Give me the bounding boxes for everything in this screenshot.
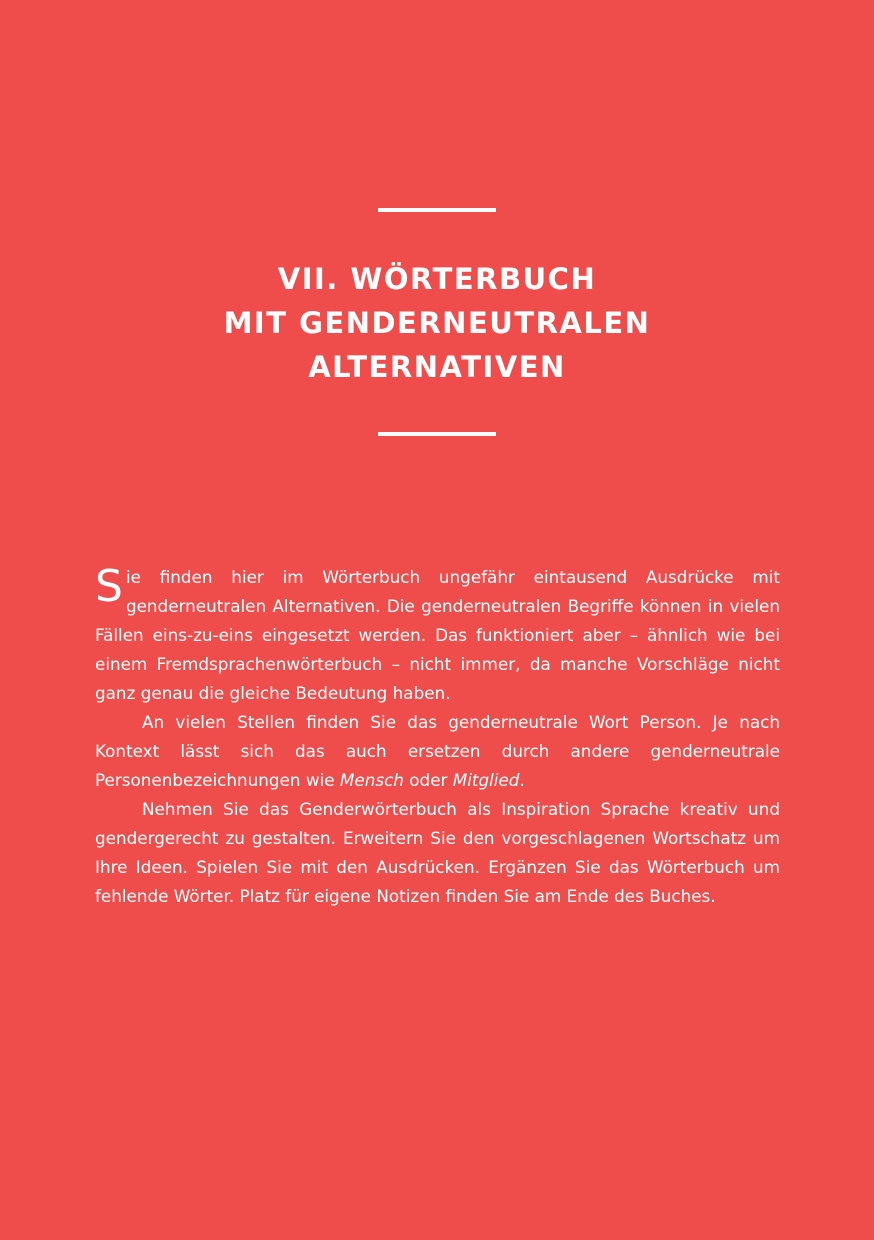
- chapter-title: [0, 257, 874, 389]
- drop-cap: S: [95, 561, 123, 612]
- chapter-title-line-1: VII. WÖRTERBUCH: [277, 262, 597, 296]
- intro-text: [95, 563, 780, 911]
- bottom-divider: [378, 432, 496, 436]
- paragraph-3: [95, 795, 780, 911]
- italic-word-mensch: Mensch: [339, 770, 404, 790]
- paragraph-1-text: ie finden hier im Wörterbuch ungefähr eintausend Ausdrücke mit genderneutralen Alternativen. Die genderneutralen Begriffe können in vielen Fällen eins-zu-eins eingesetzt werden. Das funktioniert aber – ähnlich wie bei einem Fremdsprachenwörterbuch – nicht immer, da manche Vorschläge nicht ganz genau die gleiche Bedeutung haben.: [95, 567, 780, 703]
- paragraph-2-end: .: [519, 770, 525, 790]
- chapter-title-line-2: MIT GENDERNEUTRALEN: [223, 306, 651, 340]
- paragraph-2: [95, 708, 780, 795]
- chapter-title-line-3: ALTERNATIVEN: [308, 350, 566, 384]
- paragraph-2-text: An vielen Stellen finden Sie das genderneutrale Wort Person. Je nach Kontext lässt sich das auch ersetzen durch andere genderneutrale Personenbezeichnungen wie: [95, 712, 780, 790]
- paragraph-1: [95, 563, 780, 708]
- top-divider: [378, 208, 496, 212]
- italic-word-mitglied: Mitglied: [452, 770, 520, 790]
- paragraph-3-text: Nehmen Sie das Genderwörterbuch als Inspiration Sprache kreativ und gendergerecht zu gestalten. Erweitern Sie den vorgeschlagenen Wortschatz um Ihre Ideen. Spielen Sie mit den Ausdrücken. Ergänzen Sie das Wörterbuch um fehlende Wörter. Platz für eigene Notizen finden Sie am Ende des Buches.: [95, 799, 780, 906]
- paragraph-2-connector: oder: [403, 770, 453, 790]
